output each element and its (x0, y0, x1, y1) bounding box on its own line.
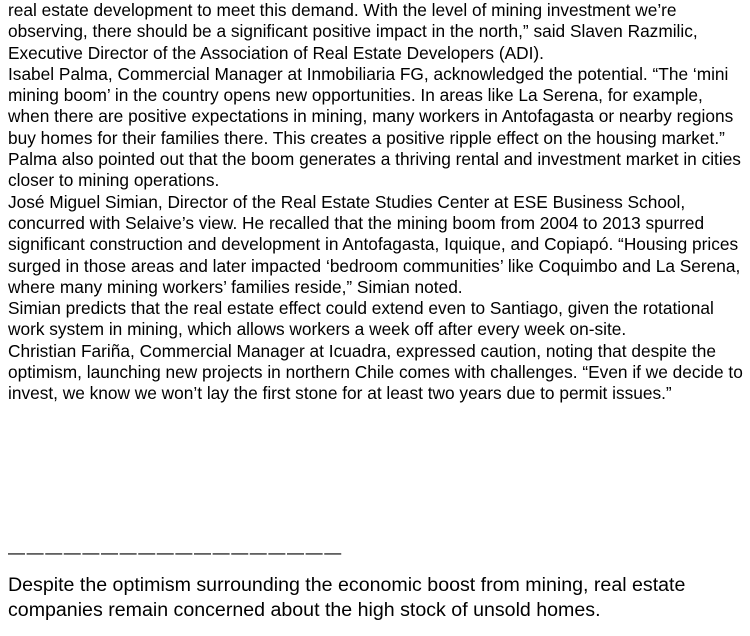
article-paragraph: Isabel Palma, Commercial Manager at Inmobiliaria FG, acknowledged the potential. “The ‘mini mining boom’ in the country opens new opportunities. In areas like La Serena, for example, when there are positive expectations in mining, many workers in Antofagasta or nearby regions buy homes for their families there. This creates a positive ripple effect on the housing market.” (8, 63, 734, 148)
article-paragraph: real estate development to meet this demand. With the level of mining investment we’re observing, there should be a significant positive impact in the north,” said Slaven Razmilic, Executive Director of the Association of Real Estate Developers (ADI). (8, 0, 698, 63)
lead-paragraph: Despite the optimism surrounding the economic boost from mining, real estate companies remain concerned about the high stock of unsold homes. (8, 574, 686, 621)
article-body (8, 0, 744, 405)
article-paragraph: Palma also pointed out that the boom generates a thriving rental and investment market in cities closer to mining operations. (8, 149, 741, 191)
section-divider: —————————————————— (8, 543, 343, 562)
article-paragraph: José Miguel Simian, Director of the Real Estate Studies Center at ESE Business School, concurred with Selaive’s view. He recalled that the mining boom from 2004 to 2013 spurred significant construction and development in Antofagasta, Iquique, and Copiapó. “Housing prices surged in those areas and later impacted ‘bedroom communities’ like Coquimbo and La Serena, where many mining workers’ families reside,” Simian noted. (8, 191, 741, 297)
article-paragraph: Christian Fariña, Commercial Manager at Icuadra, expressed caution, noting that despite the optimism, launching new projects in northern Chile comes with challenges. “Even if we decide to invest, we know we won’t lay the first stone for at least two years due to permit issues.” (8, 340, 743, 404)
article-paragraph: Simian predicts that the real estate effect could extend even to Santiago, given the rotational work system in mining, which allows workers a week off after every week on-site. (8, 298, 714, 340)
